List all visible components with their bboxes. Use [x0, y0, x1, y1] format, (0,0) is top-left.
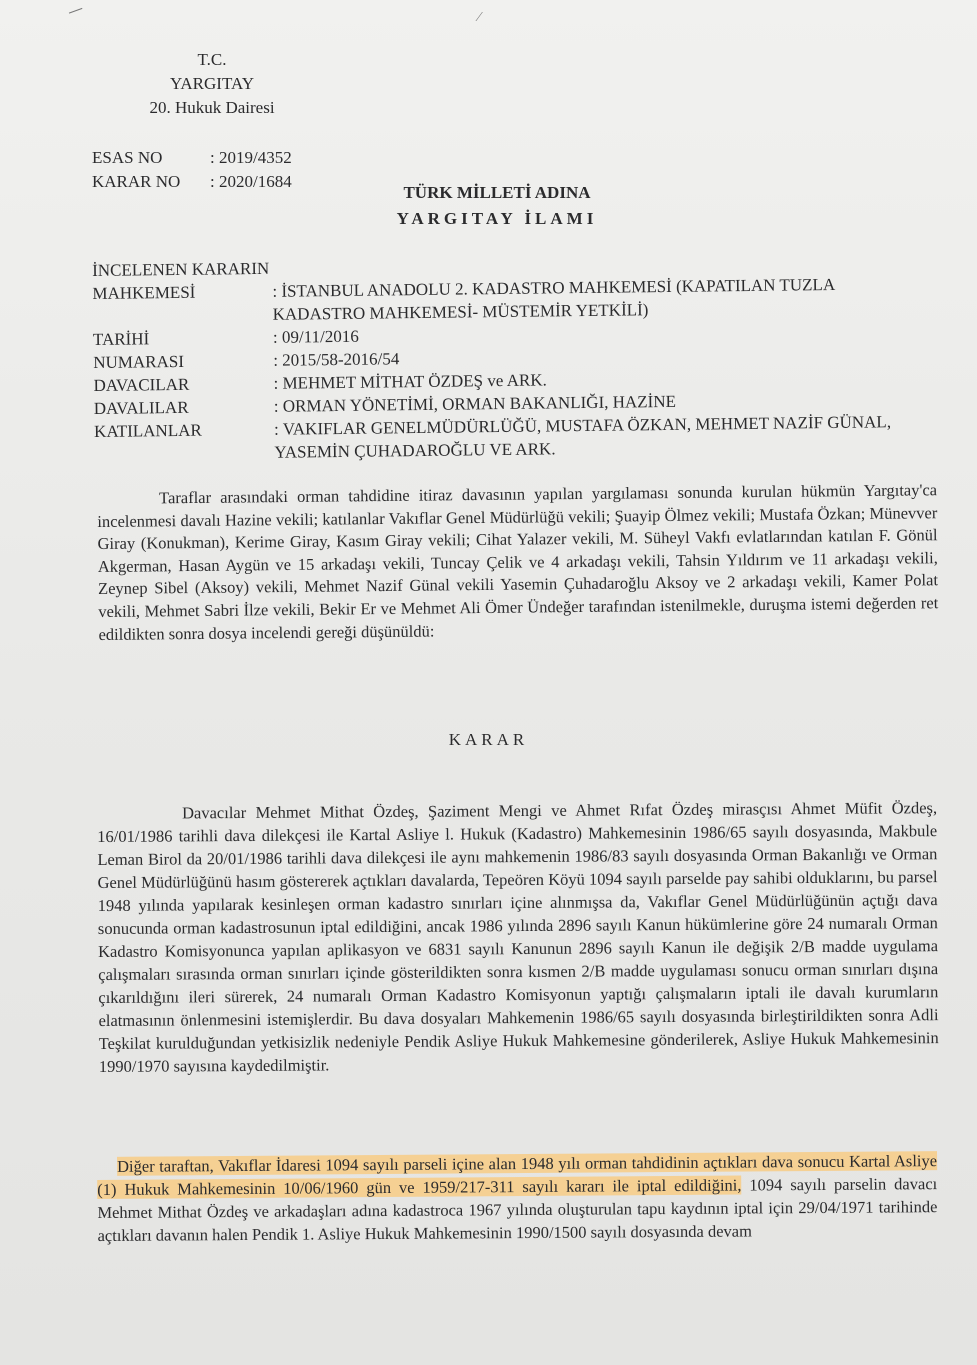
intro-paragraph: Taraflar arasındaki orman tahdidine itiraz davasının yapılan yargılaması sonunda kurulan hükmün Yargıtay'ca incelenmesi davalı Hazine vekili; katılanlar Vakıflar Genel Müdürlüğü vekili; Şuayip Ölmez vekili; Mustafa Özkan; Münevver Giray (Konukman), Kerime Giray, Kasım Giray vekili; Cihat Yalazer vekili, M. Süheyl Vakfı evlatlarından katılan F. Gönül Akgerman, Hasan Aygün ve 15 arkadaşı vekili, Tuncay Çelik ve 4 arkadaşı vekili, Tahsin Yıldırım ve 11 arkadaşı vekili, Zeynep Sibel (Aksoy) vekili, Mehmet Nazif Günal vekili Yasemin Çuhadaroğlu Aksoy ve 2 arkadaşı vekili, Kamer Polat vekili, Mehmet Sabri İlze vekili, Bekir Er ve Mehmet Ali Ömer Ündeğer tarafından istenilmekle, duruşma istemi değerden ret edildikten sonra dosya incelendi gereği düşünüldü: [97, 480, 939, 644]
court-header [112, 48, 312, 120]
info-label: DAVALILAR [93, 397, 189, 418]
karar-row [92, 170, 292, 194]
pen-mark: ⁄ [478, 10, 481, 25]
court-name: YARGITAY [170, 74, 254, 93]
document-title [372, 180, 622, 232]
info-label: TARİHİ [92, 329, 150, 349]
info-label: DAVACILAR [93, 374, 190, 395]
karar-value: : 2020/1684 [210, 172, 292, 191]
case-info [92, 249, 924, 466]
decision-heading: KARAR [448, 730, 529, 749]
info-label: MAHKEMESİ [92, 282, 196, 303]
info-value: : VAKIFLAR GENELMÜDÜRLÜĞÜ, MUSTAFA ÖZKAN, MEHMET NAZİF GÜNAL, YASEMİN ÇUHADAROĞLU VE ARK. [273, 412, 892, 462]
info-value: : MEHMET MİTHAT ÖZDEŞ ve ARK. [273, 370, 547, 393]
country-line: T.C. [197, 50, 227, 69]
karar-label: KARAR NO [92, 172, 181, 191]
info-value: : ORMAN YÖNETİMİ, ORMAN BAKANLIĞI, HAZİNE [273, 391, 677, 416]
pen-mark [69, 8, 85, 21]
title-line-2: YARGITAY İLAMI [396, 209, 598, 228]
paragraph-text: 1094 sayılı parselin davacı Mehmet Mithat Özdeş ve arkadaşları adına kadastroca 1967 yılında oluşturulan tapu kaydının iptal için 29/04/1971 tarihinde açtıkları davanın halen Pendik 1. Asliye Hukuk Mahkemesinin 1990/1500 sayılı dosyasında devam [97, 1174, 938, 1245]
chamber-name: 20. Hukuk Dairesi [149, 98, 275, 117]
highlighted-text: Diğer taraftan, Vakıflar İdaresi 1094 sayılı parseli içine alan 1948 yılı orman tahdidinin açtıkları dava sonucu Kartal Asliye (1) Hukuk Mahkemesinin 10/06/1960 gün ve 1959/217-311 sayılı kararı ile iptal edildiğini, [97, 1151, 938, 1199]
decision-paragraph: Davacılar Mehmet Mithat Özdeş, Şaziment Mengi ve Ahmet Rıfat Özdeş mirasçısı Ahmet Müfit Özdeş, 16/01/1986 tarihli dava dilekçesi ile Kartal Asliye l. Hukuk (Kadastro) Mahkemesinin 1986/65 sayılı dosyasında, Makbule Leman Birol da 20/01/1986 tarihli dava dilekçesi ile aynı mahkemenin 1986/83 sayılı dosyasında Orman Bakanlığı ve Orman Genel Müdürlüğünü hasım göstererek açtıkları davalarda, Tepeören Köyü 1094 sayılı parselde pay sahibi olduklarını, bu parsel 1948 yılında yapılarak kesinleşen orman kadastro sınırları içine alınmışsa da, Vakıflar Genel Müdürlüğünün açtığı dava sonucunda orman kadastrosunun iptal edildiğini, ancak 1986 yılında 2896 sayılı Kanun hükümlerine göre 24 numaralı Orman Kadastro Komisyonunca yapılan aplikasyon ve 6831 sayılı Kanunun 2896 sayılı Kanun ile değişik 2/B madde uygulama çalışmaları sırasında orman sınırları içinde gösterildikten sonra kısmen 2/B madde uygulaması sonucu orman sınırları dışına çıkarıldığını ileri sürerek, 24 numaralı Orman Kadastro Komisyonun yaptığı çalışmaların iptali ile davalı kurumların elatmasının önlenmesini istemişlerdir. Bu dava dosyaları Mahkemenin 1986/65 sayılı dosyasında birleştirildikten sonra Adli Teşkilat kurulduğundan yetkisizlik nedeniyle Pendik Asliye Hukuk Mahkemesine gönderilerek, Asliye Hukuk Mahkemesinin 1990/1970 sayısına kaydedilmiştir. [97, 798, 939, 1076]
continuation-paragraph [97, 1149, 938, 1247]
info-label: NUMARASI [93, 351, 185, 372]
info-value: : 09/11/2016 [272, 326, 359, 347]
info-value: : 2015/58-2016/54 [273, 349, 400, 370]
info-label: İNCELENEN KARARIN [92, 258, 270, 280]
case-numbers [92, 146, 292, 194]
esas-row [92, 146, 292, 170]
info-value: : İSTANBUL ANADOLU 2. KADASTRO MAHKEMESİ (KAPATILAN TUZLA KADASTRO MAHKEMESİ- MÜSTEMİR YETKİLİ) [272, 274, 835, 324]
info-row [94, 410, 925, 466]
esas-label: ESAS NO [92, 148, 163, 167]
esas-value: : 2019/4352 [210, 148, 292, 167]
title-line-1: TÜRK MİLLETİ ADINA [403, 183, 591, 202]
info-label: KATILANLAR [93, 420, 202, 441]
